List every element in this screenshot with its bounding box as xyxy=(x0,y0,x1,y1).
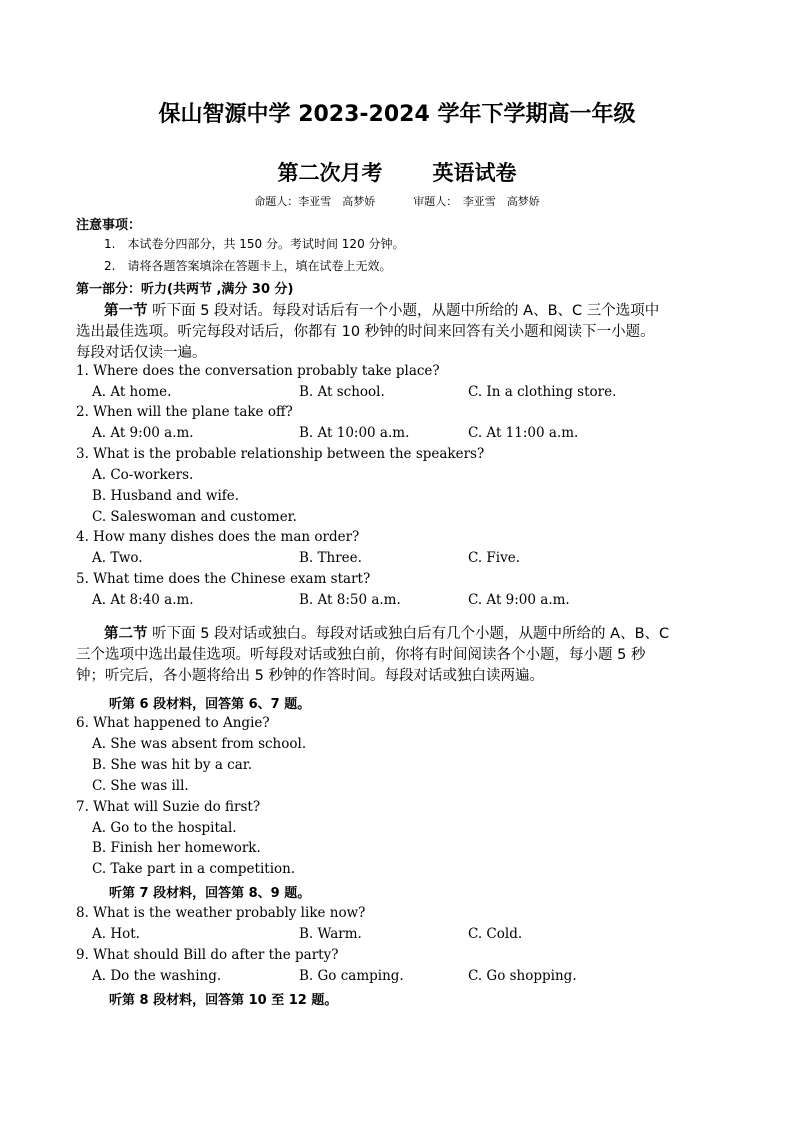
question-3: 3. What is the probable relationship between the speakers? xyxy=(76,446,485,462)
q8-option-c: C. Cold. xyxy=(468,926,523,942)
question-6: 6. What happened to Angie? xyxy=(76,715,270,731)
q8-option-a: A. Hot. xyxy=(92,926,140,942)
question-4: 4. How many dishes does the man order? xyxy=(76,529,360,545)
notice-item-2: 2. 请将各题答案填涂在答题卡上，填在试卷上无效。 xyxy=(104,259,392,273)
q1-option-b: B. At school. xyxy=(299,384,385,400)
exam-title: 保山智源中学 2023-2024 学年下学期高一年级 xyxy=(158,102,636,127)
sec1-label: 第一节 xyxy=(104,303,148,319)
q2-option-a: A. At 9:00 a.m. xyxy=(92,425,194,441)
question-2: 2. When will the plane take off? xyxy=(76,404,293,420)
q9-option-c: C. Go shopping. xyxy=(468,968,577,984)
material-8-heading: 听第 8 段材料，回答第 10 至 12 题。 xyxy=(109,993,338,1008)
setter-names: 命题人：李亚雪 高梦娇 xyxy=(254,195,376,208)
q4-option-a: A. Two. xyxy=(92,550,143,566)
q6-option-b: B. She was hit by a car. xyxy=(92,757,253,773)
question-9: 9. What should Bill do after the party? xyxy=(76,947,339,963)
q6-option-a: A. She was absent from school. xyxy=(92,736,307,752)
authors-line xyxy=(0,193,794,209)
material-7-heading: 听第 7 段材料，回答第 8、9 题。 xyxy=(109,886,311,901)
q3-option-a: A. Co-workers. xyxy=(92,467,194,483)
q7-option-a: A. Go to the hospital. xyxy=(92,820,237,836)
q7-option-c: C. Take part in a competition. xyxy=(92,861,296,877)
q4-option-b: B. Three. xyxy=(299,550,362,566)
q5-option-c: C. At 9:00 a.m. xyxy=(468,592,570,608)
q4-option-c: C. Five. xyxy=(468,550,521,566)
q8-option-b: B. Warm. xyxy=(299,926,362,942)
q9-option-b: B. Go camping. xyxy=(299,968,404,984)
q1-option-c: C. In a clothing store. xyxy=(468,384,617,400)
q2-option-c: C. At 11:00 a.m. xyxy=(468,425,579,441)
question-1: 1. Where does the conversation probably take place? xyxy=(76,363,440,379)
q7-option-b: B. Finish her homework. xyxy=(92,840,261,856)
sec2-line2: 三个选项中选出最佳选项。听每段对话或独白前，你将有时间阅读各个小题，每小题 5 秒 xyxy=(76,647,646,663)
q2-option-b: B. At 10:00 a.m. xyxy=(299,425,410,441)
part1-heading: 第一部分：听力(共两节 ,满分 30 分) xyxy=(76,282,294,297)
notice-heading: 注意事项： xyxy=(76,218,142,233)
sec2-text1: 听下面 5 段对话或独白。每段对话或独白后有几个小题，从题中所给的 A、B、C xyxy=(152,626,670,642)
sec1-line1 xyxy=(76,299,736,320)
question-8: 8. What is the weather probably like now? xyxy=(76,905,366,921)
reviewer-names: 审题人： 李亚雪 高梦娇 xyxy=(413,195,540,208)
sec2-line1 xyxy=(76,622,736,643)
question-7: 7. What will Suzie do first? xyxy=(76,799,261,815)
notice-item-1: 1. 本试卷分四部分，共 150 分。考试时间 120 分钟。 xyxy=(104,237,405,251)
q3-option-c: C. Saleswoman and customer. xyxy=(92,509,297,525)
question-5: 5. What time does the Chinese exam start? xyxy=(76,571,371,587)
sec2-label: 第二节 xyxy=(104,626,148,642)
q3-option-b: B. Husband and wife. xyxy=(92,488,240,504)
sec1-line2: 选出最佳选项。听完每段对话后，你都有 10 秒钟的时间来回答有关小题和阅读下一小题。 xyxy=(76,324,655,340)
q5-option-a: A. At 8:40 a.m. xyxy=(92,592,194,608)
material-6-heading: 听第 6 段材料，回答第 6、7 题。 xyxy=(109,697,311,712)
q6-option-c: C. She was ill. xyxy=(92,778,189,794)
sec2-line3: 钟；听完后，各小题将给出 5 秒钟的作答时间。每段对话或独白读两遍。 xyxy=(76,668,544,684)
q9-option-a: A. Do the washing. xyxy=(92,968,222,984)
sec1-text1: 听下面 5 段对话。每段对话后有一个小题，从题中所给的 A、B、C 三个选项中 xyxy=(152,303,660,319)
exam-subtitle-part2: 英语试卷 xyxy=(432,161,517,185)
q5-option-b: B. At 8:50 a.m. xyxy=(299,592,401,608)
sec1-line3: 每段对话仅读一遍。 xyxy=(76,345,207,361)
exam-subtitle xyxy=(0,157,794,187)
q1-option-a: A. At home. xyxy=(92,384,172,400)
exam-subtitle-part1: 第二次月考 xyxy=(277,161,383,185)
